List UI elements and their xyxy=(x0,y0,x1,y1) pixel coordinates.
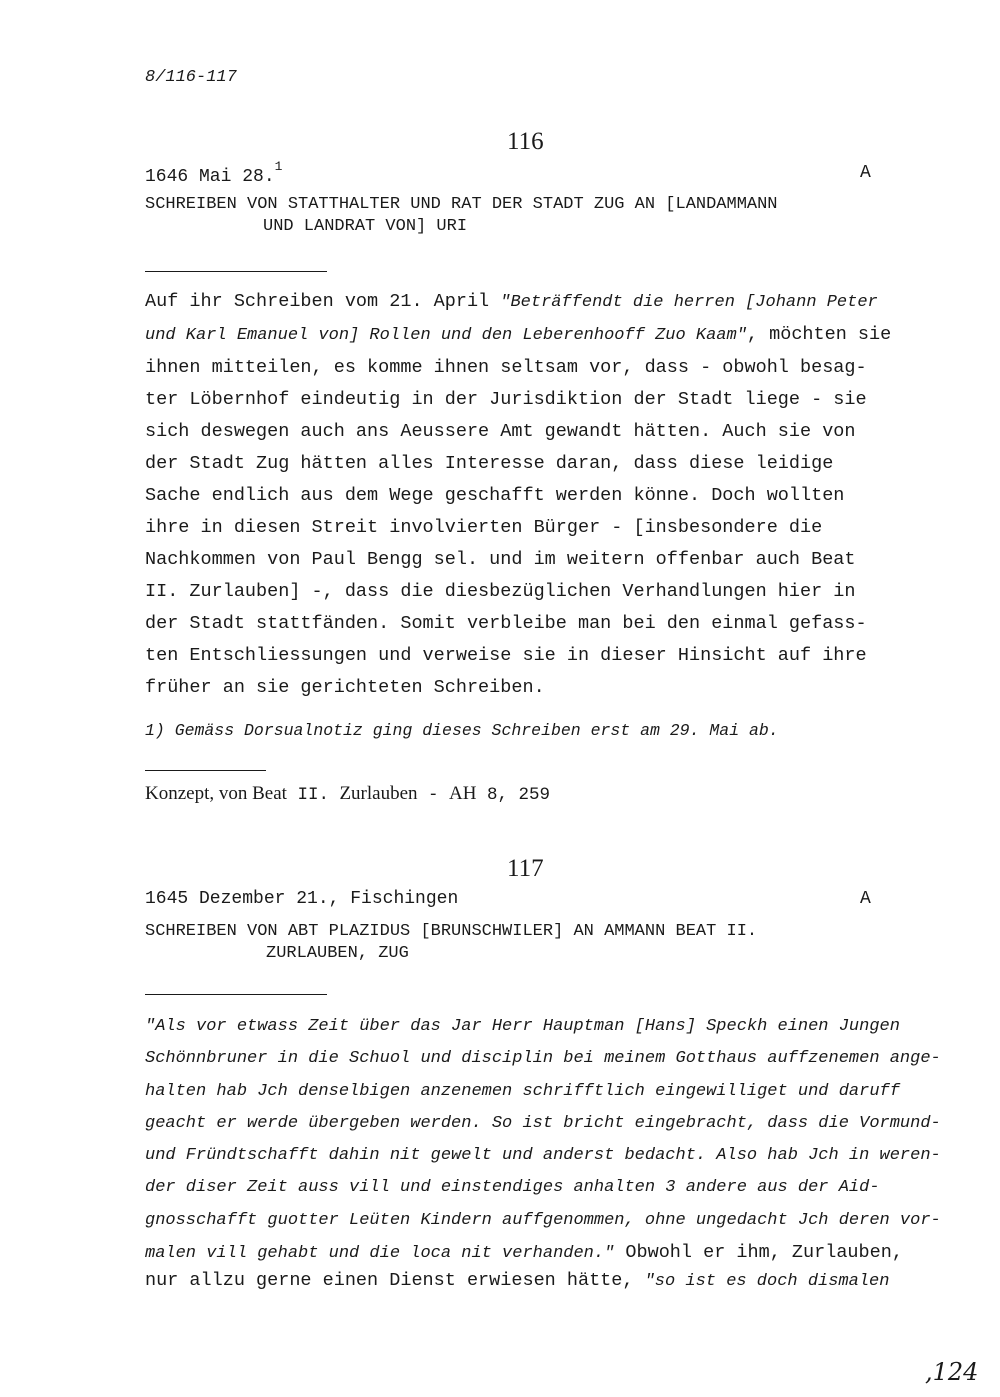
body-line: sich deswegen auch ans Aeussere Amt gewandt hätten. Auch sie von xyxy=(145,421,856,442)
source-text: AH xyxy=(449,783,477,804)
quoted-text: "Beträffendt die herren [Johann Peter xyxy=(500,293,878,312)
body-line: der Stadt Zug hätten alles Interesse daran, dass diese leidige xyxy=(145,453,834,474)
document-116-title-line-2: UND LANDRAT VON] URI xyxy=(263,217,468,236)
source-text: II. xyxy=(286,785,340,805)
document-116-body xyxy=(145,286,891,704)
source-text: 8, 259 xyxy=(476,785,551,805)
date-text: 1646 Mai 28. xyxy=(145,167,275,187)
document-117-title-line-2: ZURLAUBEN, ZUG xyxy=(266,944,409,963)
body-line xyxy=(145,286,891,319)
source-citation xyxy=(145,783,550,805)
quote-line: geacht er werde übergeben werden. So ist bricht eingebracht, dass die Vormund- xyxy=(145,1113,941,1133)
body-line: Sache endlich aus dem Wege geschafft werden könne. Doch wollten xyxy=(145,485,845,506)
body-text: Obwohl er ihm, Zurlauben, xyxy=(614,1242,903,1264)
body-text: Auf ihr Schreiben vom 21. April xyxy=(145,291,501,312)
document-number-117: 117 xyxy=(507,855,544,882)
body-line: der Stadt stattfänden. Somit verbleibe man bei den einmal gefass- xyxy=(145,613,867,634)
document-116-type-mark: A xyxy=(860,163,871,183)
quote-line: Schönnbruner in die Schuol und disciplin bei meinem Gotthaus auffzenemen ange- xyxy=(145,1049,941,1069)
body-line: früher an sie gerichteten Schreiben. xyxy=(145,677,545,698)
body-line: ter Löbernhof eindeutig in der Jurisdiktion der Stadt liege - sie xyxy=(145,389,867,410)
document-117-type-mark: A xyxy=(860,889,871,909)
footnote-divider xyxy=(145,770,266,771)
source-text: - xyxy=(417,785,450,805)
document-117-body xyxy=(145,1265,889,1298)
body-line xyxy=(145,319,891,352)
source-text: Zurlauben xyxy=(339,783,418,804)
quote-line: halten hab Jch denselbigen anzenemen schrifftlich eingewilliget und daruff xyxy=(145,1081,900,1101)
quote-line: "Als vor etwass Zeit über das Jar Herr Hauptman [Hans] Speckh einen Jungen xyxy=(145,1017,900,1036)
body-text: , möchten sie xyxy=(746,324,892,345)
title-divider xyxy=(145,271,327,272)
body-line: ihnen mitteilen, es komme ihnen seltsam vor, dass - obwohl besag- xyxy=(145,357,867,378)
quote-line: der diser Zeit auss vill und einstendiges anhalten 3 andere aus der Aid- xyxy=(145,1178,880,1198)
document-117-quote xyxy=(145,1011,941,1270)
body-line: Nachkommen von Paul Bengg sel. und im weitern offenbar auch Beat xyxy=(145,549,856,570)
quote-text: malen vill gehabt und die loca nit verhanden." xyxy=(145,1244,615,1264)
document-116-date xyxy=(145,159,283,187)
footnote: 1) Gemäss Dorsualnotiz ging dieses Schreiben erst am 29. Mai ab. xyxy=(145,721,779,740)
quoted-text: "so ist es doch dismalen xyxy=(644,1272,890,1291)
folio-mark: ,124 xyxy=(925,1358,979,1386)
quoted-text: und Karl Emanuel von] Rollen und den Leberenhooff Zuo Kaam" xyxy=(145,326,747,345)
body-line: ten Entschliessungen und verweise sie in dieser Hinsicht auf ihre xyxy=(145,645,867,666)
footnote-marker: 1 xyxy=(274,159,283,174)
body-line: ihre in diesen Streit involvierten Bürger - [insbesondere die xyxy=(145,517,823,538)
quote-line: und Fründtschafft dahin nit gewelt und anderst bedacht. Also hab Jch in weren- xyxy=(145,1146,941,1166)
source-text: Konzept, von Beat xyxy=(145,783,287,804)
title-divider xyxy=(145,994,327,995)
document-number-116: 116 xyxy=(507,128,544,155)
document-117-title-line-1: SCHREIBEN VON ABT PLAZIDUS [BRUNSCHWILER] AN AMMANN BEAT II. xyxy=(145,922,758,941)
document-117-date: 1645 Dezember 21., Fischingen xyxy=(145,889,459,909)
body-text: nur allzu gerne einen Dienst erwiesen hätte, xyxy=(145,1270,645,1291)
body-line: II. Zurlauben] -, dass die diesbezüglichen Verhandlungen hier in xyxy=(145,581,856,602)
quote-line: gnosschafft guotter Leüten Kindern auffgenommen, ohne ungedacht Jch deren vor- xyxy=(145,1210,941,1230)
document-116-title-line-1: SCHREIBEN VON STATTHALTER UND RAT DER STADT ZUG AN [LANDAMMANN xyxy=(145,195,778,214)
archive-reference: 8/116-117 xyxy=(145,68,237,87)
